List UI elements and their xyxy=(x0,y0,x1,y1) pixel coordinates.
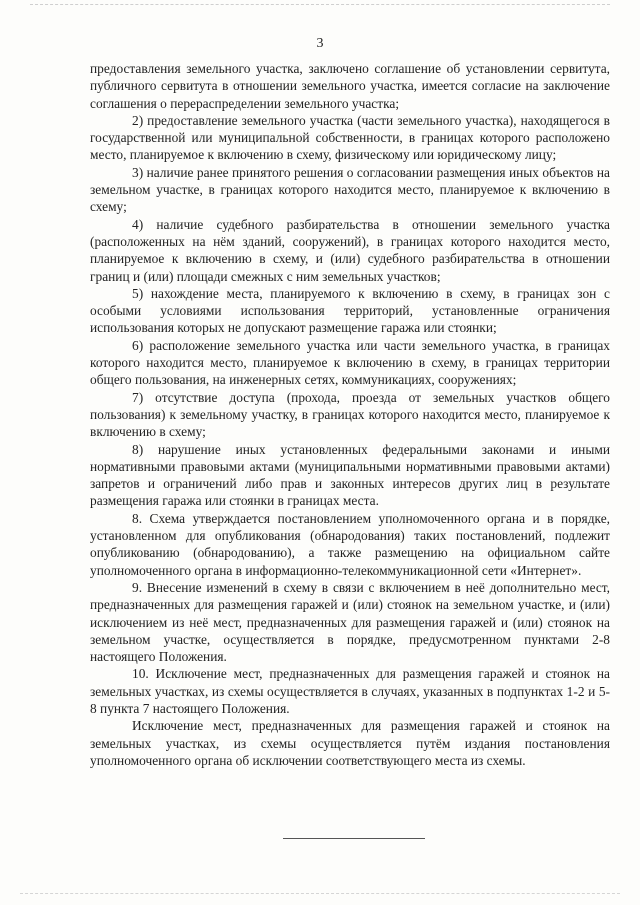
paragraph-item-3: 3) наличие ранее принятого решения о согласовании размещения иных объектов на земельном участке, в границах которого находится место, планируемое к включению в схему; xyxy=(90,164,610,215)
paragraph-clause-8: 8. Схема утверждается постановлением уполномоченного органа и в порядке, установленном для опубликования (обнародования) таких постановлений, подлежит опубликованию (обнародованию), а также размещению на официальном сайте уполномоченного органа в информационно-телекоммуникационной сети «Интернет». xyxy=(90,510,610,578)
paragraph-clause-9: 9. Внесение изменений в схему в связи с включением в неё дополнительно мест, предназначенных для размещения гаражей и (или) стоянок на земельном участке, и (или) исключением из неё мест, предназначенных для размещения гаражей и (или) стоянок на земельном участке, осуществляется в порядке, предусмотренном пунктами 2-8 настоящего Положения. xyxy=(90,579,610,665)
paragraph-item-2: 2) предоставление земельного участка (части земельного участка), находящегося в государственной или муниципальной собственности, в границах которого расположено место, планируемое к включению в схему, физическому или юридическому лицу; xyxy=(90,112,610,163)
document-body xyxy=(90,60,610,769)
page-number: 3 xyxy=(316,36,324,51)
paragraph-item-7: 7) отсутствие доступа (прохода, проезда от земельных участков общего пользования) к земельному участку, в границах которого находится место, планируемое к включению в схему; xyxy=(90,389,610,440)
paragraph-continuation: предоставления земельного участка, заключено соглашение об установлении сервитута, публичного сервитута в отношении земельного участка, имеется согласие на заключение соглашения о перераспределении земельного участка; xyxy=(90,61,610,111)
end-of-document-rule xyxy=(283,838,425,839)
paragraph-item-4: 4) наличие судебного разбирательства в отношении земельного участка (расположенных на нём зданий, сооружений), в границах которого находится место, планируемое к включению в схему, и (или) судебного разбирательства в отношении границ и (или) площади смежных с ним земельных участков; xyxy=(90,216,610,284)
paragraph-item-6: 6) расположение земельного участка или части земельного участка, в границах которого находится место, планируемое к включению в схему, в границах территории общего пользования, на инженерных сетях, коммуникациях, сооружениях; xyxy=(90,337,610,388)
paragraph-item-8: 8) нарушение иных установленных федеральными законами и иными нормативными правовыми актами (муниципальными нормативными правовыми актами) запретов и ограничений либо прав и законных интересов других лиц в результате размещения гаража или стоянки в границах места. xyxy=(90,441,610,509)
paragraph-item-5: 5) нахождение места, планируемого к включению в схему, в границах зон с особыми условиями использования территорий, установленные ограничения использования которых не допускают размещение гаража или стоянки; xyxy=(90,285,610,336)
scan-edge-bottom xyxy=(20,893,620,895)
paragraph-clause-10-continued: Исключение мест, предназначенных для размещения гаражей и стоянок на земельных участках, из схемы осуществляется путём издания постановления уполномоченного органа об исключении соответствующего места из схемы. xyxy=(90,718,610,768)
scan-edge-top xyxy=(30,4,610,6)
paragraph-clause-10: 10. Исключение мест, предназначенных для размещения гаражей и стоянок на земельных участках, из схемы осуществляется в случаях, указанных в подпунктах 1-2 и 5-8 пункта 7 настоящего Положения. xyxy=(90,666,610,716)
